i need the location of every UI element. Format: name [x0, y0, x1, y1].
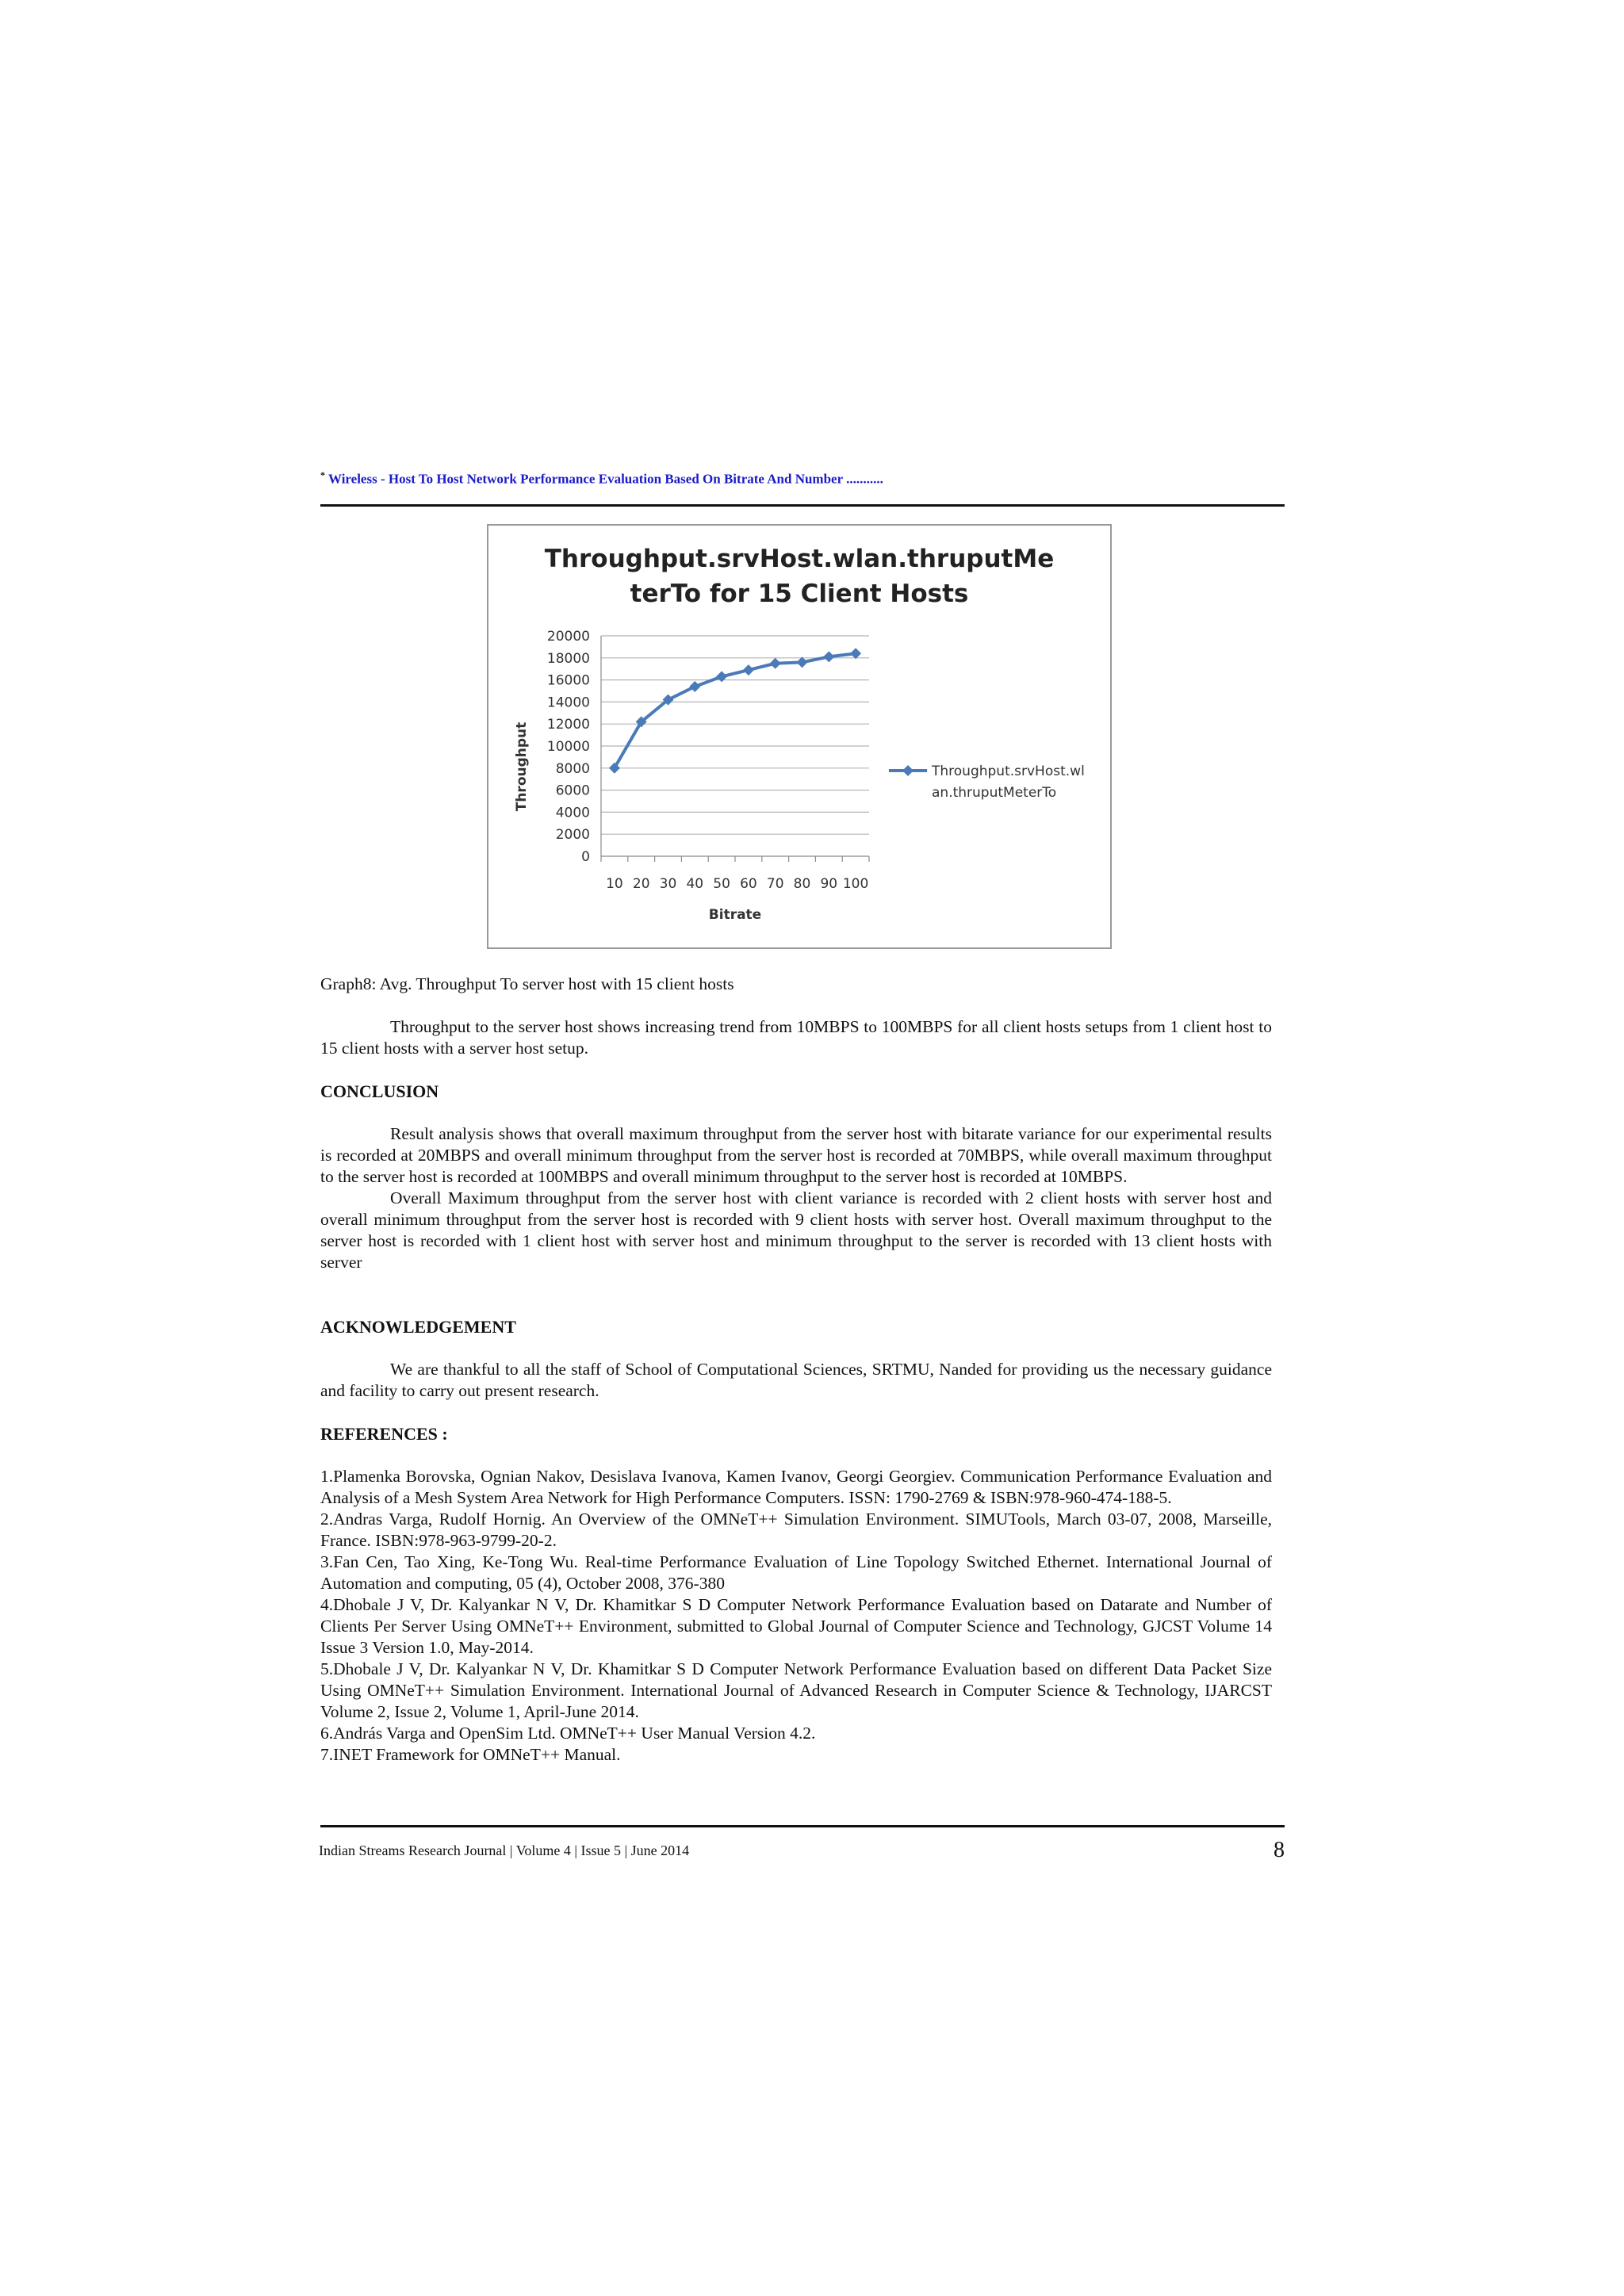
header-rule — [320, 504, 1285, 507]
figure-graph8 — [487, 524, 1112, 949]
y-tick-label: 12000 — [546, 717, 590, 733]
heading-conclusion: CONCLUSION — [320, 1081, 439, 1101]
data-point — [689, 681, 700, 692]
y-tick-label: 6000 — [555, 783, 590, 799]
conclusion-section — [320, 1123, 1272, 1273]
y-tick-label: 2000 — [555, 827, 590, 844]
reference-item: 3.Fan Cen, Tao Xing, Ke-Tong Wu. Real-time Performance Evaluation of Line Topology Switched Ethernet. International Journal of Automation and computing, 05 (4), October 2008, 376-380 — [320, 1552, 1272, 1593]
x-tick-label: 100 — [842, 876, 869, 892]
data-point — [797, 656, 808, 668]
data-point — [850, 648, 861, 659]
x-tick-label: 70 — [766, 876, 784, 892]
x-tick-label: 10 — [606, 876, 623, 892]
x-tick-label: 20 — [632, 876, 650, 892]
reference-item: 4.Dhobale J V, Dr. Kalyankar N V, Dr. Khamitkar S D Computer Network Performance Evaluation based on Datarate and Number of Clients Per Server Using OMNeT++ Environment, submitted to Global Journal of Computer Science and Technology, GJCST Volume 14 Issue 3 Version 1.0, May-2014. — [320, 1595, 1272, 1657]
x-tick-label: 30 — [659, 876, 677, 892]
legend-label: an.thruputMeterTo — [932, 785, 1057, 801]
heading-references: REFERENCES : — [320, 1424, 448, 1444]
x-tick-label: 50 — [713, 876, 730, 892]
y-tick-label: 14000 — [546, 695, 590, 711]
acknowledgement-paragraph: We are thankful to all the staff of School of Computational Sciences, SRTMU, Nanded for providing us the necessary guidance and facility to carry out present research. — [320, 1360, 1272, 1400]
footer-rule — [320, 1825, 1285, 1827]
page-number: 8 — [1274, 1838, 1285, 1862]
data-point — [716, 671, 727, 682]
reference-item: 2.Andras Varga, Rudolf Hornig. An Overview of the OMNeT++ Simulation Environment. SIMUTools, March 03-07, 2008, Marseille, France. ISBN:978-963-9799-20-2. — [320, 1510, 1272, 1550]
y-tick-label: 18000 — [546, 650, 590, 667]
conclusion-paragraph-2: Overall Maximum throughput from the server host with client variance is recorded with 2 client hosts with server host and overall minimum throughput from the server host is recorded with 9 client hosts with server host. Overall maximum throughput to the server host is recorded with 1 client host with server host and minimum throughput to the server is recorded with 13 client hosts with server — [320, 1188, 1272, 1272]
data-point — [743, 664, 754, 675]
reference-item: 6.András Varga and OpenSim Ltd. OMNeT++ User Manual Version 4.2. — [320, 1724, 816, 1743]
legend-marker — [902, 765, 914, 776]
legend-label: Throughput.srvHost.wl — [932, 763, 1085, 779]
reference-list — [320, 1466, 1272, 1766]
series-line — [615, 653, 856, 768]
y-tick-label: 4000 — [555, 805, 590, 821]
running-header — [320, 469, 1285, 488]
reference-item: 5.Dhobale J V, Dr. Kalyankar N V, Dr. Khamitkar S D Computer Network Performance Evaluation based on different Data Packet Size Using OMNeT++ Simulation Environment. International Journal of Advanced Research in Computer Science & Technology, IJARCST Volume 2, Issue 2, Volume 1, April-June 2014. — [320, 1659, 1272, 1721]
y-tick-label: 10000 — [546, 739, 590, 755]
data-point — [770, 658, 781, 669]
figure-caption: Graph8: Avg. Throughput To server host with 15 client hosts — [320, 974, 734, 993]
heading-acknowledgement: ACKNOWLEDGEMENT — [320, 1317, 516, 1337]
conclusion-paragraph-1: Result analysis shows that overall maximum throughput from the server host with bitarate variance for our experimental results is recorded at 20MBPS and overall minimum throughput from the server host is recorded at 70MBPS, while overall maximum throughput to the server host is recorded at 100MBPS and overall minimum throughput to the server host is recorded at 10MBPS. — [320, 1124, 1272, 1186]
header-mark: * — [320, 469, 325, 480]
reference-item: 1.Plamenka Borovska, Ognian Nakov, Desislava Ivanova, Kamen Ivanov, Georgi Georgiev. Communication Performance Evaluation and Analysis of a Mesh System Area Network for High Performance Computers. ISSN: 1790-2769 & ISBN:978-960-474-188-5. — [320, 1467, 1272, 1507]
y-axis-title: Throughput — [514, 721, 530, 812]
running-title: Wireless - Host To Host Network Performance Evaluation Based On Bitrate And Number ........... — [328, 471, 883, 487]
y-tick-label: 0 — [581, 849, 590, 865]
reference-item: 7.INET Framework for OMNeT++ Manual. — [320, 1745, 621, 1764]
x-tick-label: 90 — [820, 876, 838, 892]
data-point — [823, 651, 834, 662]
paragraph-throughput-trend: Throughput to the server host shows increasing trend from 10MBPS to 100MBPS for all client hosts setups from 1 client host to 15 client hosts with a server host setup. — [320, 1017, 1272, 1058]
x-axis-title: Bitrate — [708, 907, 762, 923]
footer-journal-info: Indian Streams Research Journal | Volume 4 | Issue 5 | June 2014 — [319, 1843, 690, 1858]
line-chart — [488, 526, 1110, 947]
chart-title-line-2: terTo for 15 Client Hosts — [630, 580, 969, 608]
y-tick-label: 20000 — [546, 629, 590, 645]
x-tick-label: 80 — [793, 876, 811, 892]
y-tick-label: 8000 — [555, 760, 590, 777]
x-tick-label: 60 — [740, 876, 757, 892]
x-tick-label: 40 — [686, 876, 704, 892]
chart-title-line-1: Throughput.srvHost.wlan.thruputMe — [544, 545, 1055, 573]
y-tick-label: 16000 — [546, 672, 590, 689]
